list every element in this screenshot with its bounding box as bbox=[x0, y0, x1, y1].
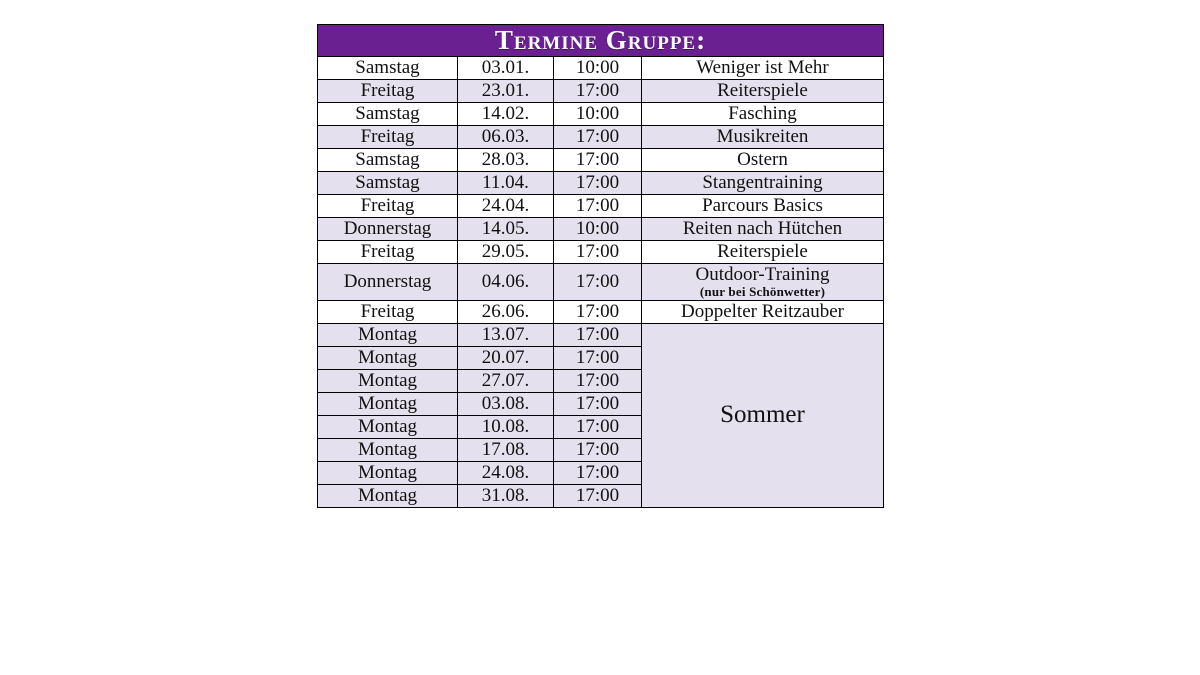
table-row bbox=[318, 300, 884, 323]
cell-event: Fasching bbox=[642, 103, 884, 126]
cell-event: Outdoor-Training (nur bei Schönwetter) bbox=[642, 264, 884, 301]
cell-day: Freitag bbox=[318, 300, 458, 323]
cell-date: 28.03. bbox=[458, 149, 554, 172]
page-title: Termine Gruppe: bbox=[318, 25, 884, 57]
table-row bbox=[318, 323, 884, 346]
table-row bbox=[318, 80, 884, 103]
cell-date: 03.01. bbox=[458, 57, 554, 80]
table-row bbox=[318, 172, 884, 195]
cell-day: Samstag bbox=[318, 149, 458, 172]
cell-time: 10:00 bbox=[554, 57, 642, 80]
cell-event: Weniger ist Mehr bbox=[642, 57, 884, 80]
cell-day: Montag bbox=[318, 346, 458, 369]
schedule-table-body bbox=[318, 57, 884, 508]
table-row bbox=[318, 195, 884, 218]
schedule-container bbox=[317, 24, 883, 508]
cell-day: Samstag bbox=[318, 172, 458, 195]
cell-day: Freitag bbox=[318, 241, 458, 264]
cell-date: 23.01. bbox=[458, 80, 554, 103]
cell-date: 26.06. bbox=[458, 300, 554, 323]
cell-date: 10.08. bbox=[458, 415, 554, 438]
cell-day: Montag bbox=[318, 369, 458, 392]
cell-time: 17:00 bbox=[554, 484, 642, 507]
cell-time: 17:00 bbox=[554, 264, 642, 301]
cell-event: Parcours Basics bbox=[642, 195, 884, 218]
cell-event: Reiterspiele bbox=[642, 241, 884, 264]
cell-day: Freitag bbox=[318, 80, 458, 103]
cell-date: 14.02. bbox=[458, 103, 554, 126]
cell-date: 14.05. bbox=[458, 218, 554, 241]
table-row bbox=[318, 126, 884, 149]
cell-date: 11.04. bbox=[458, 172, 554, 195]
table-row bbox=[318, 218, 884, 241]
cell-day: Freitag bbox=[318, 195, 458, 218]
cell-date: 27.07. bbox=[458, 369, 554, 392]
cell-time: 17:00 bbox=[554, 438, 642, 461]
cell-time: 17:00 bbox=[554, 392, 642, 415]
cell-time: 17:00 bbox=[554, 195, 642, 218]
event-subnote: (nur bei Schönwetter) bbox=[699, 283, 826, 299]
schedule-table-head bbox=[318, 25, 884, 57]
cell-day: Montag bbox=[318, 461, 458, 484]
cell-date: 04.06. bbox=[458, 264, 554, 301]
cell-time: 17:00 bbox=[554, 149, 642, 172]
cell-event: Stangentraining bbox=[642, 172, 884, 195]
cell-day: Donnerstag bbox=[318, 218, 458, 241]
cell-date: 24.08. bbox=[458, 461, 554, 484]
cell-date: 20.07. bbox=[458, 346, 554, 369]
cell-event: Musikreiten bbox=[642, 126, 884, 149]
cell-time: 17:00 bbox=[554, 323, 642, 346]
cell-date: 13.07. bbox=[458, 323, 554, 346]
table-row bbox=[318, 264, 884, 301]
table-row bbox=[318, 149, 884, 172]
cell-date: 29.05. bbox=[458, 241, 554, 264]
cell-time: 17:00 bbox=[554, 369, 642, 392]
cell-time: 17:00 bbox=[554, 346, 642, 369]
cell-event: Reiten nach Hütchen bbox=[642, 218, 884, 241]
cell-event: Reiterspiele bbox=[642, 80, 884, 103]
cell-time: 17:00 bbox=[554, 126, 642, 149]
cell-date: 17.08. bbox=[458, 438, 554, 461]
schedule-table bbox=[317, 24, 884, 508]
cell-time: 17:00 bbox=[554, 80, 642, 103]
cell-date: 24.04. bbox=[458, 195, 554, 218]
cell-time: 17:00 bbox=[554, 415, 642, 438]
cell-time: 17:00 bbox=[554, 300, 642, 323]
cell-date: 06.03. bbox=[458, 126, 554, 149]
cell-day: Montag bbox=[318, 438, 458, 461]
cell-day: Freitag bbox=[318, 126, 458, 149]
cell-event-summer: Sommer bbox=[642, 323, 884, 507]
cell-event: Ostern bbox=[642, 149, 884, 172]
cell-day: Donnerstag bbox=[318, 264, 458, 301]
cell-day: Samstag bbox=[318, 57, 458, 80]
cell-day: Montag bbox=[318, 484, 458, 507]
cell-day: Montag bbox=[318, 415, 458, 438]
table-row bbox=[318, 57, 884, 80]
cell-day: Montag bbox=[318, 392, 458, 415]
cell-date: 31.08. bbox=[458, 484, 554, 507]
table-row bbox=[318, 103, 884, 126]
cell-time: 17:00 bbox=[554, 241, 642, 264]
cell-time: 10:00 bbox=[554, 218, 642, 241]
cell-day: Samstag bbox=[318, 103, 458, 126]
cell-time: 17:00 bbox=[554, 172, 642, 195]
cell-date: 03.08. bbox=[458, 392, 554, 415]
cell-time: 10:00 bbox=[554, 103, 642, 126]
cell-event: Doppelter Reitzauber bbox=[642, 300, 884, 323]
cell-time: 17:00 bbox=[554, 461, 642, 484]
table-row bbox=[318, 241, 884, 264]
table-title-row bbox=[318, 25, 884, 57]
cell-day: Montag bbox=[318, 323, 458, 346]
